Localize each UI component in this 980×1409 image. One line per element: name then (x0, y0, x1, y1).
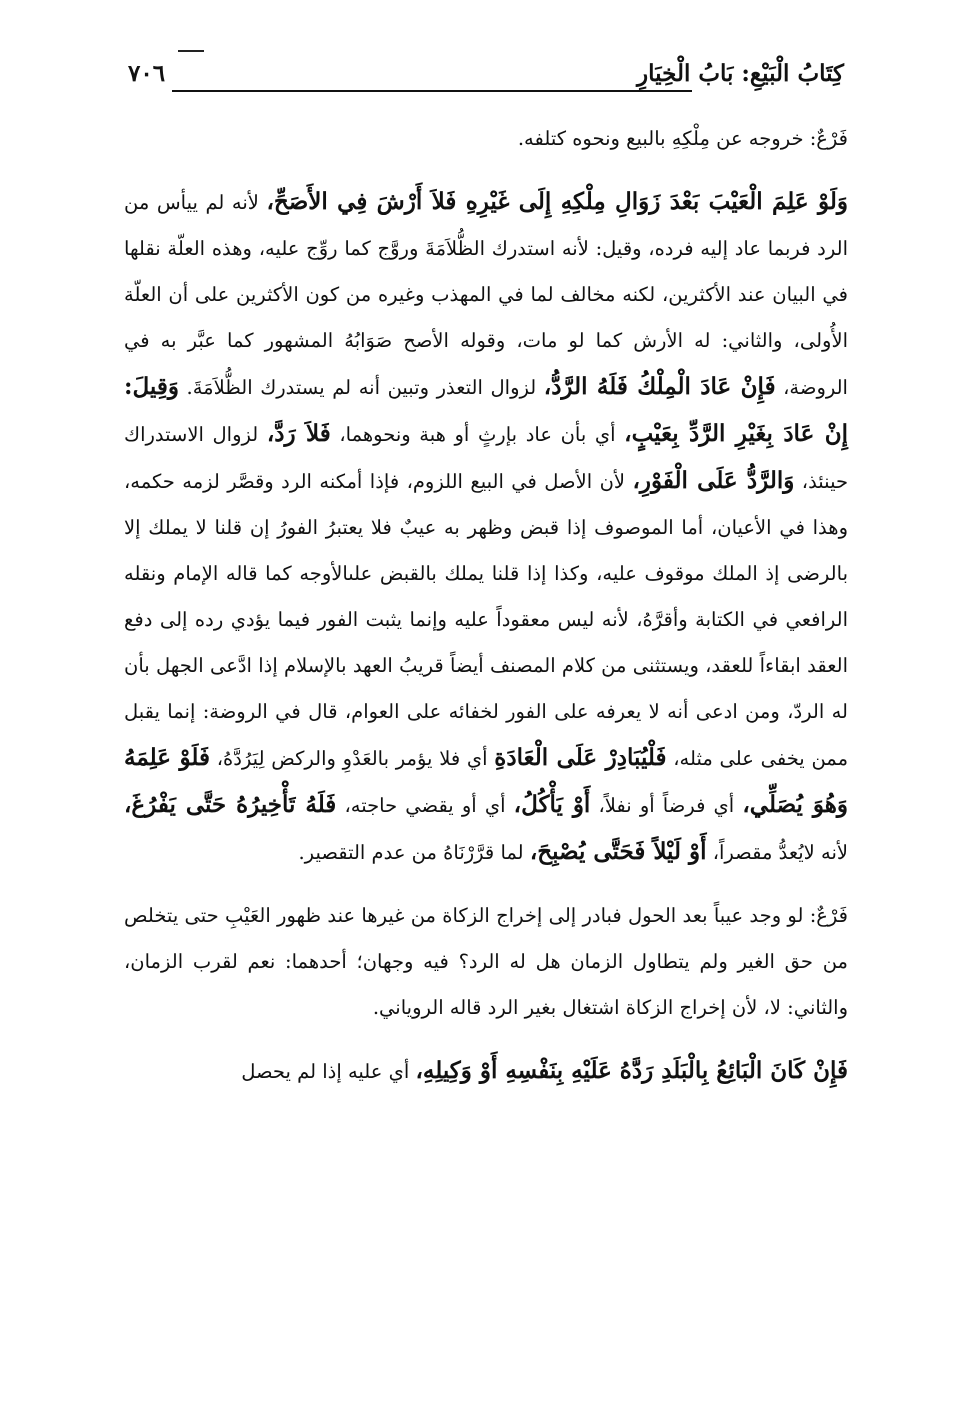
matn-text: وَلَوْ عَلِمَ الْعَيْبَ بَعْدَ زَوَالِ مِلْكِهِ إِلَى غَيْرِهِ فَلاَ أَرْشَ فِي الأَصَحِّ، (266, 188, 849, 215)
running-header (128, 60, 844, 100)
chapter-title: كِتَابُ الْبَيْعِ: بَابُ الْخِيَارِ (637, 60, 844, 87)
paragraph-main (124, 179, 848, 876)
commentary-text: أي فلا يؤمر بالعَدْوِ والركض لِيَرُدَّهُ، (210, 747, 495, 770)
commentary-text: لأنه لم ييأس من الرد فربما عاد إليه فرده، وقيل: لأنه استدرك الظُّلاَمَةَ وروَّج كما روِّج عليه، وهذه العلّة نقلها في البيان عند الأكثرين، لكنه مخالف لما في المهذب وغيره من كون الأكثرين على أن العلّة الأُولى، والثاني: له الأرش كما لو مات، وقوله الأصح صَوَابُهُ المشهور كما عبَّر به في الروضة، (124, 191, 848, 399)
top-mark (178, 50, 204, 52)
commentary-text: أي أو يقضي حاجته، (336, 794, 514, 817)
commentary-text: أي عليه إذا لم يحصل (241, 1060, 416, 1083)
matn-text: وَقِيلَ: إِنْ عَادَ بِغَيْرِ الرَّدِّ بِعَيْبٍ، (124, 373, 848, 447)
matn-text: فَإِنْ كَانَ الْبَائِعُ بِالْبَلَدِ رَدَّهُ عَلَيْهِ بِنَفْسِهِ أَوْ وَكِيلِهِ، (415, 1057, 848, 1084)
commentary-text: لزوال التعذر وتبين أنه لم يستدرك الظُّلاَمَةَ. (178, 376, 544, 399)
page-body (124, 116, 848, 1095)
seg: فَرْعٌ: خروجه عن مِلْكِهِ بالبيع ونحوه كتلفه. (517, 127, 848, 150)
matn-text: فَلَوْ عَلِمَهُ وَهُوَ يُصَلِّي، (124, 744, 848, 818)
page-number: ٧٠٦ (128, 60, 166, 87)
matn-text: وَالرَّدُّ عَلَى الْفَوْرِ، (632, 467, 795, 494)
matn-text: فَإِنْ عَادَ الْمِلْكُ فَلَهُ الرَّدُّ، (543, 373, 776, 400)
paragraph-farع-1 (124, 116, 848, 162)
matn-text: فَلْيُبَادِرْ عَلَى الْعَادَةِ (494, 744, 667, 771)
matn-text: أَوْ لَيْلاً فَحَتَّى يُصْبِحَ، (529, 838, 707, 865)
commentary-text: لما قرَّرْنَاهُ من عدم التقصير. (298, 841, 530, 864)
commentary-text: لأن الأصل في البيع اللزوم، فإذا أمكنه الرد وقصَّر لزمه حكمه، وهذا في الأعيان، أما الموصوف إذا قبض وظهر به عيبٌ فلا يعتبرُ الفورُ إن قلنا لا يملك إلا بالرضى إذ الملك موقوف عليه، وكذا إذا قلنا يملك بالقبض علىالأوجه كما قاله الإمام ونقله الرافعي في الكتابة وأقرَّهُ، لأنه ليس معقوداً عليه وإنما يثبت الفور فيما يؤدي رده إلى دفع العقد ابقاءاً للعقد، ويستثنى من كلام المصنف أيضاً قريبُ العهد بالإسلام إذا ادَّعى الجهل بأن له الردّ، ومن ادعى أنه لا يعرفه على الفور لخفائه على العوام، قال في الروضة: إنما يقبل ممن يخفى على مثله، (124, 470, 849, 770)
header-rule (172, 90, 692, 92)
commentary-text: لأنه لايُعدُّ مقصراً، (706, 841, 848, 864)
matn-text: فَلاَ رَدَّ، (266, 420, 331, 447)
matn-text: أَوْ يَأْكُلُ، (513, 791, 591, 818)
paragraph-last (124, 1048, 848, 1095)
matn-text: فَلَهُ تَأْخِيرُهُ حَتَّى يَفْرُغَ، (124, 791, 337, 818)
commentary-text: أي فرضاً أو نفلاً، (590, 794, 743, 817)
commentary-text: أي بأن عاد بإرثٍ أو هبة ونحوهما، (330, 423, 625, 446)
seg: فَرْعٌ: لو وجد عيباً بعد الحول فبادر إلى إخراج الزكاة من غيرها عند ظهور العَيْبِ حتى يتخلص من حق الغير ولم يتطاول الزمان هل له الرد؟ فيه وجهان؛ أحدهما: نعم لقرب الزمان، والثاني: لا، لأن إخراج الزكاة اشتغال بغير الرد قاله الروياني. (124, 904, 848, 1019)
paragraph-farع-2 (124, 893, 848, 1031)
commentary-text: لزوال الاستدراك حينئذ، (124, 423, 849, 493)
